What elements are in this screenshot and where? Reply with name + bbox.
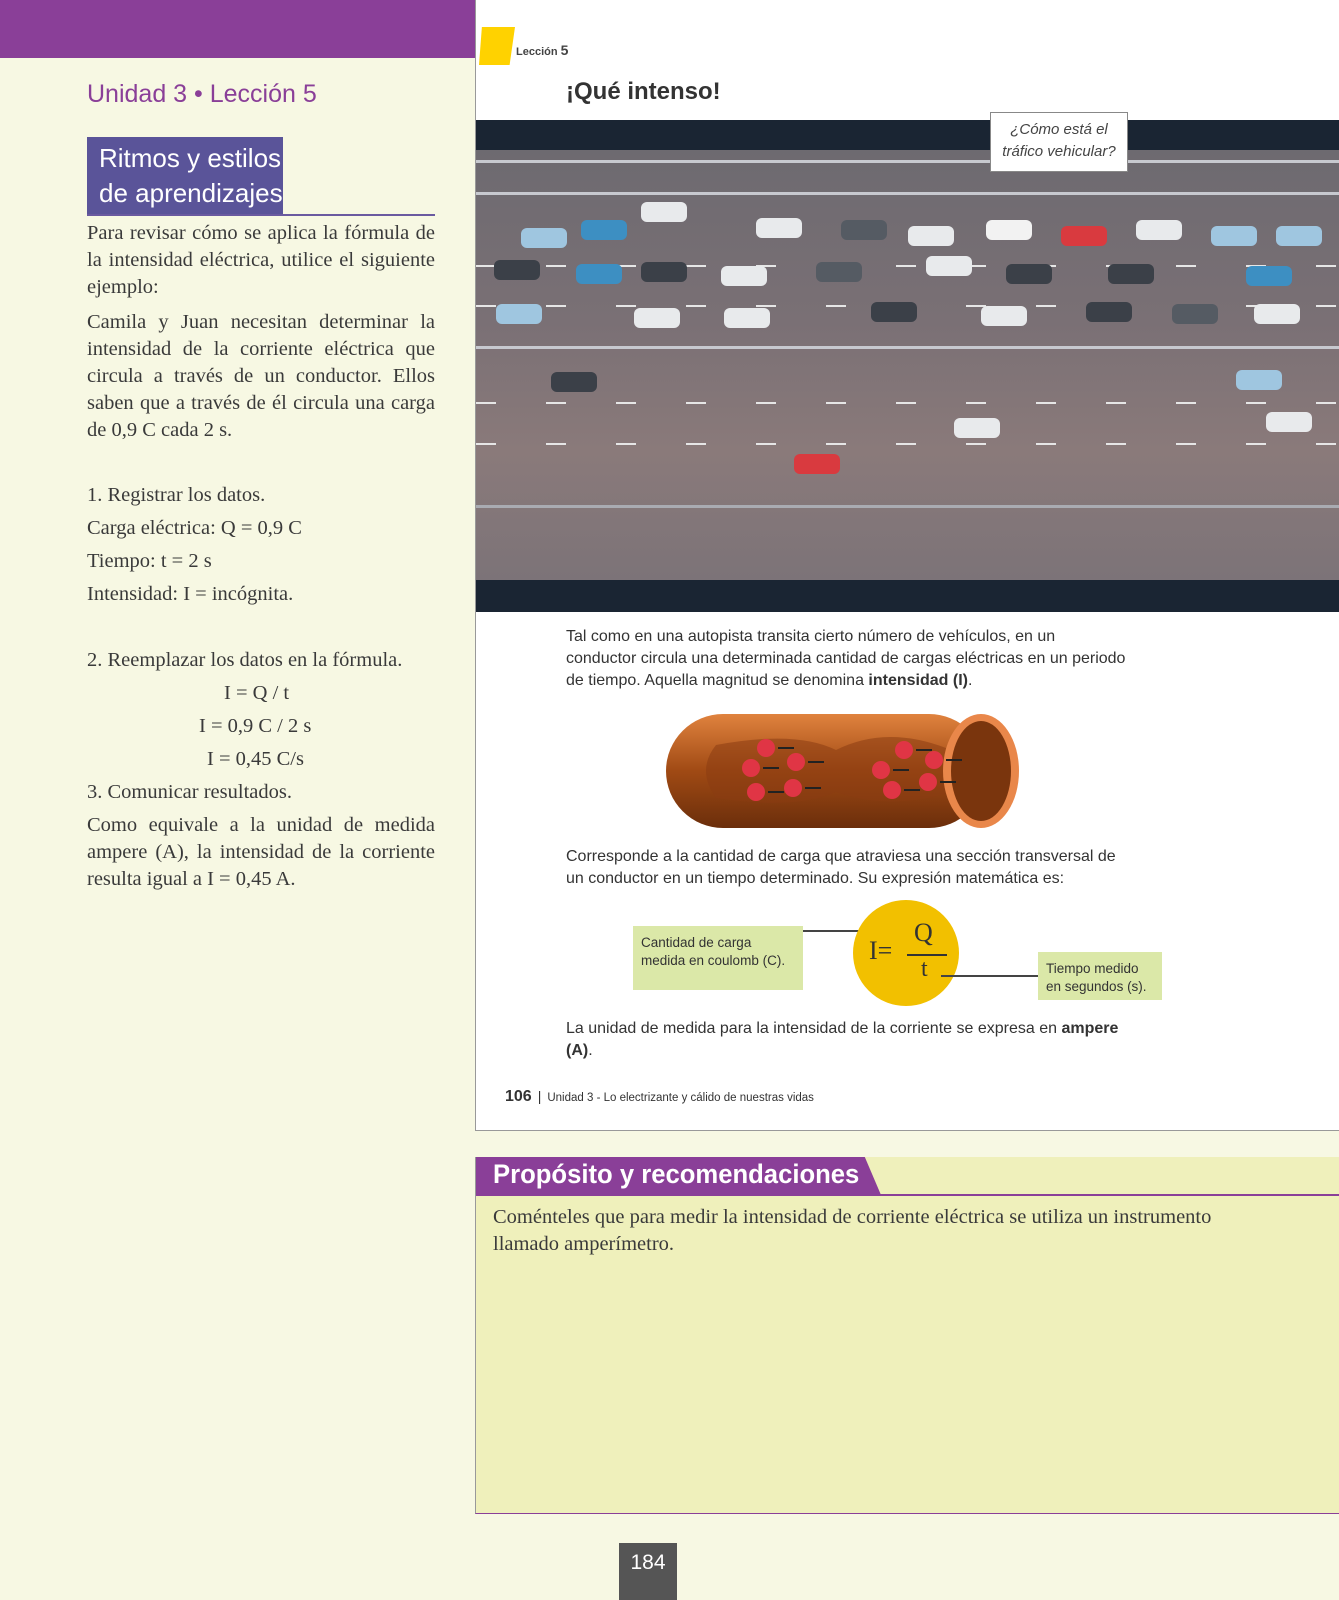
highway-photo <box>476 120 1339 612</box>
car <box>521 228 567 248</box>
lane-marking <box>476 443 1339 445</box>
car <box>641 202 687 222</box>
formula-t: t <box>921 956 928 982</box>
car <box>1254 304 1300 324</box>
lesson-label-text: Lección <box>516 46 558 58</box>
lane-marking <box>476 402 1339 404</box>
purpose-title: Propósito y recomendaciones <box>493 1159 860 1189</box>
intro-paragraph: Para revisar cómo se aplica la fórmula de la intensidad eléctrica, utilice el siguiente ejemplo: <box>87 222 435 298</box>
intensity-intro-text: Tal como en una autopista transita cierto número de vehículos, en un conductor circula una determinada cantidad de cargas eléctricas en un periodo de tiempo. Aquella magnitud se denomina <box>566 628 1126 689</box>
time-connector <box>941 975 1038 977</box>
car <box>954 418 1000 438</box>
unit-paragraph <box>566 1018 1126 1062</box>
median-rail <box>476 346 1339 349</box>
lesson-label <box>516 42 568 58</box>
car <box>841 220 887 240</box>
car <box>1246 266 1292 286</box>
car <box>641 262 687 282</box>
car <box>1061 226 1107 246</box>
car <box>1172 304 1218 324</box>
page-title: ¡Qué intenso! <box>566 78 721 105</box>
car <box>1266 412 1312 432</box>
section-heading-line2: de aprendizajes <box>99 178 283 208</box>
formula-circle <box>853 900 959 1006</box>
time-label: Tiempo medido en segundos (s). <box>1038 952 1162 1000</box>
car <box>1108 264 1154 284</box>
car <box>1136 220 1182 240</box>
car <box>576 264 622 284</box>
highway-road <box>476 150 1339 580</box>
guard-rail <box>476 160 1339 163</box>
formula-line-1: I = Q / t <box>224 682 290 704</box>
car <box>724 308 770 328</box>
car <box>1006 264 1052 284</box>
data-time: Tiempo: t = 2 s <box>87 550 212 572</box>
step-2: 2. Reemplazar los datos en la fórmula. <box>87 649 403 671</box>
car <box>871 302 917 322</box>
car <box>551 372 597 392</box>
textbook-page <box>475 0 1339 1131</box>
car <box>908 226 954 246</box>
charge-label: Cantidad de carga medida en coulomb (C). <box>633 926 803 990</box>
step-1: 1. Registrar los datos. <box>87 484 266 506</box>
traffic-callout: ¿Cómo está el tráfico vehicular? <box>990 112 1128 172</box>
step-3: 3. Comunicar resultados. <box>87 781 292 803</box>
unit-text: La unidad de medida para la intensidad de la corriente se expresa en <box>566 1020 1062 1037</box>
formula-line-3: I = 0,45 C/s <box>207 748 304 770</box>
purpose-section <box>475 1157 1339 1514</box>
car <box>1276 226 1322 246</box>
definition-paragraph: Corresponde a la cantidad de carga que atraviesa una sección transversal de un conductor en un tiempo determinado. Su expresión matemática es: <box>566 848 1116 887</box>
conclusion-paragraph: Como equivale a la unidad de medida ampere (A), la intensidad de la corriente resulta igual a I = 0,45 A. <box>87 814 435 890</box>
purpose-divider <box>476 1194 1339 1196</box>
unit-end: . <box>588 1042 593 1059</box>
car <box>581 220 627 240</box>
car <box>816 262 862 282</box>
guard-rail <box>476 192 1339 195</box>
formula-q: Q <box>914 918 933 947</box>
intensity-term: intensidad (I) <box>868 672 968 689</box>
book-footer <box>505 1088 814 1106</box>
problem-paragraph: Camila y Juan necesitan determinar la intensidad de la corriente eléctrica que circula a través de un conductor. Ellos saben que a través de él circula una carga de 0,9 C cada 2 s. <box>87 311 435 441</box>
car <box>721 266 767 286</box>
intensity-intro-paragraph <box>566 626 1126 692</box>
section-heading-box <box>87 137 283 215</box>
car <box>981 306 1027 326</box>
car <box>926 256 972 276</box>
car <box>494 260 540 280</box>
lesson-number: 5 <box>560 42 569 58</box>
car <box>756 218 802 238</box>
formula-i: I= <box>869 936 893 965</box>
footer-unit-title: Unidad 3 - Lo electrizante y cálido de nuestras vidas <box>547 1092 814 1104</box>
page-number: 184 <box>619 1543 677 1600</box>
car <box>496 304 542 324</box>
car <box>1086 302 1132 322</box>
car <box>1211 226 1257 246</box>
section-divider <box>87 214 435 216</box>
intensity-intro-end: . <box>967 672 973 689</box>
purpose-text: Coménteles que para medir la intensidad de corriente eléctrica se utiliza un instrumento llamado amperímetro. <box>493 1206 1212 1255</box>
guard-rail <box>476 505 1339 508</box>
tube-end-inner <box>951 721 1011 821</box>
data-charge: Carga eléctrica: Q = 0,9 C <box>87 517 302 539</box>
section-heading-line1: Ritmos y estilos <box>99 143 282 173</box>
car <box>634 308 680 328</box>
car <box>1236 370 1282 390</box>
conductor-illustration <box>656 710 1036 832</box>
car <box>794 454 840 474</box>
car <box>986 220 1032 240</box>
lesson-tab <box>479 27 515 65</box>
footer-separator: | <box>537 1088 542 1104</box>
ampere-term: ampere (A) <box>566 1020 1119 1059</box>
formula-line-2: I = 0,9 C / 2 s <box>199 715 312 737</box>
data-intensity: Intensidad: I = incógnita. <box>87 583 294 605</box>
book-page-number: 106 <box>505 1088 532 1105</box>
header-bar <box>0 0 475 58</box>
unit-lesson-title: Unidad 3 • Lección 5 <box>87 80 317 108</box>
